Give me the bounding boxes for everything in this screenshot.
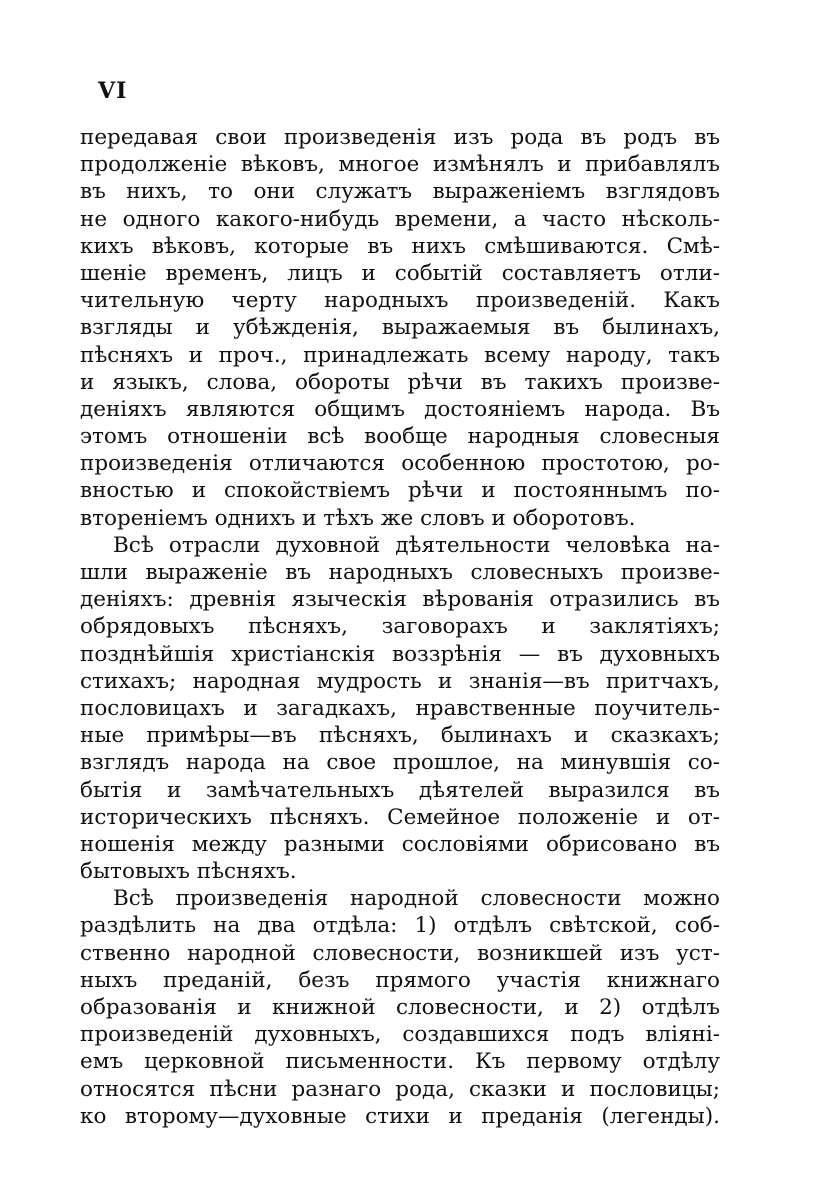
text-line: не одного какого-нибудь времени, а часто нѣсколь-	[80, 206, 720, 232]
text-line: бытія и замѣчательныхъ дѣятелей выразился въ	[80, 777, 720, 803]
text-line: ственно народной словесности, возникшей изъ уст-	[80, 940, 720, 966]
page-number: VI	[98, 78, 128, 104]
body-text	[80, 124, 720, 1130]
text-line: взглядъ народа на свое прошлое, на минувшія со-	[80, 750, 720, 776]
text-line: ные примѣры—въ пѣсняхъ, былинахъ и сказкахъ;	[80, 723, 720, 749]
text-line: ношенія между разными сословіями обрисовано въ	[80, 831, 720, 857]
text-line: историческихъ пѣсняхъ. Семейное положеніе и от-	[80, 804, 720, 830]
text-line: въ нихъ, то они служатъ выраженіемъ взглядовъ	[80, 179, 720, 205]
text-line: шеніе временъ, лицъ и событій составляетъ отли-	[80, 260, 720, 286]
text-line: позднѣйшія христіанскія воззрѣнія — въ духовныхъ	[80, 641, 720, 667]
text-line: пѣсняхъ и проч., принадлежать всему народу, такъ	[80, 342, 720, 368]
text-line: Всѣ отрасли духовной дѣятельности человѣка на-	[113, 532, 720, 558]
text-line: относятся пѣсни разнаго рода, сказки и пословицы;	[80, 1076, 720, 1102]
text-line: втореніемъ однихъ и тѣхъ же словъ и оборотовъ.	[80, 505, 636, 531]
text-line: ко второму—духовные стихи и преданія (легенды).	[80, 1103, 720, 1129]
text-line: раздѣлить на два отдѣла: 1) отдѣлъ свѣтской, соб-	[80, 913, 720, 939]
text-line: шли выраженіе въ народныхъ словесныхъ произве-	[80, 560, 720, 585]
text-line: ныхъ преданій, безъ прямого участія книжнаго	[80, 967, 720, 993]
text-line: чительную черту народныхъ произведеній. Какъ	[80, 288, 720, 314]
text-line: и языкъ, слова, обороты рѣчи въ такихъ произве-	[80, 369, 720, 395]
text-line: Всѣ произведенія народной словесности можно	[113, 886, 720, 912]
text-line: деніяхъ являются общимъ достояніемъ народа. Въ	[80, 396, 720, 422]
text-line: произведеній духовныхъ, создавшихся подъ вліяні-	[80, 1022, 720, 1048]
text-line: емъ церковной письменности. Къ первому отдѣлу	[80, 1049, 720, 1075]
text-line: передавая свои произведенія изъ рода въ родъ въ	[80, 125, 720, 150]
text-line: кихъ вѣковъ, которые въ нихъ смѣшиваются. Смѣ-	[80, 233, 720, 259]
text-line: обрядовыхъ пѣсняхъ, заговорахъ и заклятіяхъ;	[80, 614, 720, 640]
text-line: вностью и спокойствіемъ рѣчи и постояннымъ по-	[80, 478, 720, 504]
text-line: взгляды и убѣжденія, выражаемыя въ былинахъ,	[80, 315, 720, 341]
text-line: этомъ отношеніи всѣ вообще народныя словесныя	[80, 424, 720, 450]
text-line: деніяхъ: древнія языческія вѣрованія отразились въ	[80, 587, 720, 613]
text-line: стихахъ; народная мудрость и знанія—въ притчахъ,	[80, 668, 720, 694]
text-line: пословицахъ и загадкахъ, нравственные поучитель-	[80, 695, 720, 721]
text-line: бытовыхъ пѣсняхъ.	[80, 859, 297, 885]
text-line: образованія и книжной словесности, и 2) отдѣлъ	[80, 995, 720, 1020]
text-line: произведенія отличаются особенною простотою, ро-	[80, 451, 720, 477]
text-line: продолженіе вѣковъ, многое измѣнялъ и прибавлялъ	[80, 152, 720, 178]
